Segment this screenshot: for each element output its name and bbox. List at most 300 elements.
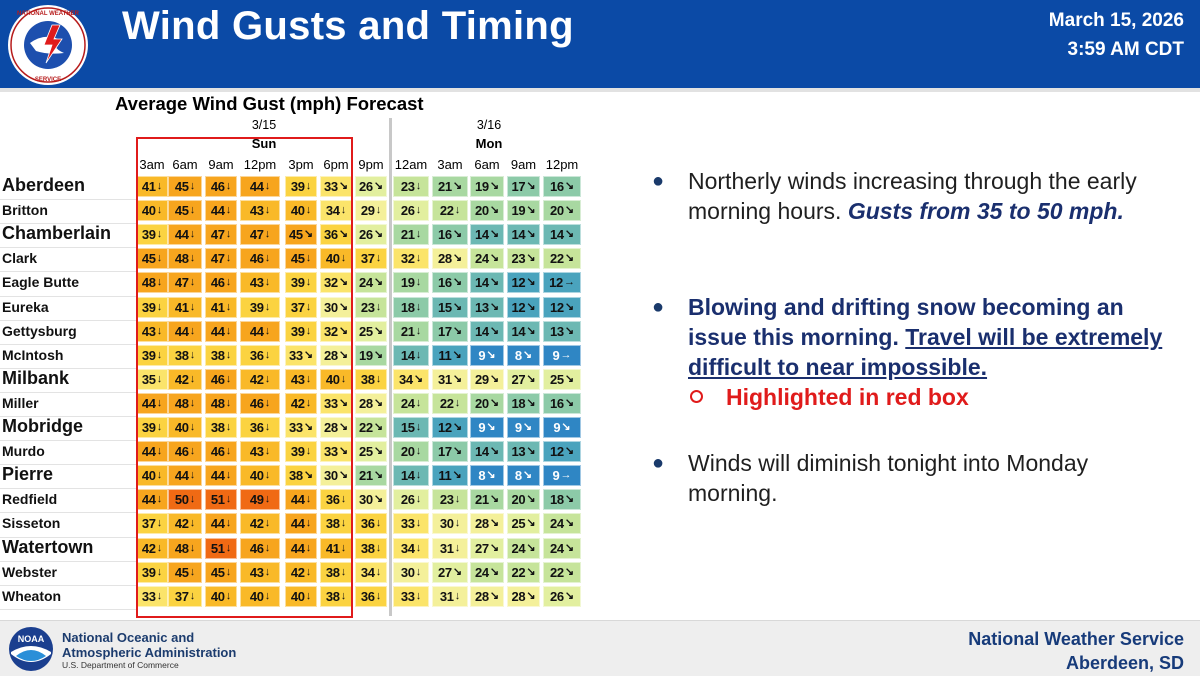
bullet-2-bold: Blowing and drifting snow becoming an issue this morning. <box>688 294 1124 350</box>
wind-direction-se-arrow-icon: ↘ <box>338 421 349 433</box>
wind-direction-s-arrow-icon: ↓ <box>264 276 271 289</box>
gust-cell <box>507 562 540 583</box>
gust-cell <box>507 538 540 559</box>
wind-direction-s-arrow-icon: ↓ <box>375 565 382 578</box>
wind-direction-se-arrow-icon: ↘ <box>526 276 536 289</box>
gust-value: 13 <box>549 323 564 339</box>
wind-direction-s-arrow-icon: ↓ <box>305 180 312 192</box>
wind-direction-s-arrow-icon: ↓ <box>225 469 232 482</box>
svg-text:SERVICE: SERVICE <box>34 77 62 83</box>
city-label-milbank: Milbank <box>2 367 70 388</box>
gust-value: 34 <box>360 564 375 580</box>
gust-cell <box>432 369 468 390</box>
gust-cell <box>507 224 540 245</box>
wind-direction-se-arrow-icon: ↘ <box>522 469 533 482</box>
gust-value: 27 <box>474 540 489 556</box>
wind-direction-se-arrow-icon: ↘ <box>489 300 500 313</box>
gust-cell <box>168 489 202 510</box>
gust-cell <box>393 513 429 534</box>
wind-direction-s-arrow-icon: ↓ <box>225 396 232 409</box>
wind-direction-s-arrow-icon: ↓ <box>454 204 461 217</box>
gust-cell <box>470 393 504 414</box>
gust-value: 12 <box>549 299 564 315</box>
wind-direction-s-arrow-icon: ↓ <box>225 565 232 578</box>
gust-cell <box>205 562 237 583</box>
gust-cell <box>507 513 540 534</box>
wind-direction-s-arrow-icon: ↓ <box>305 324 312 337</box>
gust-value: 8 <box>478 468 486 484</box>
gust-value: 44 <box>249 179 264 194</box>
gust-cell <box>136 441 168 462</box>
gust-cell <box>240 176 280 197</box>
gust-cell <box>205 586 237 607</box>
wind-direction-se-arrow-icon: ↘ <box>526 180 536 192</box>
gust-value: 17 <box>511 179 526 194</box>
gust-cell <box>240 393 280 414</box>
wind-direction-s-arrow-icon: ↓ <box>415 541 422 554</box>
wind-direction-se-arrow-icon: ↘ <box>489 517 500 530</box>
wind-direction-se-arrow-icon: ↘ <box>338 228 349 241</box>
gust-cell <box>136 393 168 414</box>
day1-name: Sun <box>251 136 277 151</box>
gust-value: 33 <box>141 588 156 604</box>
gust-cell <box>393 248 429 269</box>
gust-value: 19 <box>511 203 526 219</box>
gust-cell <box>470 562 504 583</box>
gust-cell <box>136 538 168 559</box>
wind-direction-s-arrow-icon: ↓ <box>264 565 271 578</box>
gust-cell <box>168 465 202 486</box>
wind-direction-se-arrow-icon: ↘ <box>373 180 384 192</box>
wind-direction-s-arrow-icon: ↓ <box>340 541 347 554</box>
gust-cell <box>320 176 352 197</box>
gust-value: 30 <box>323 468 338 484</box>
wind-direction-se-arrow-icon: ↘ <box>452 276 463 289</box>
gust-value: 8 <box>514 347 522 363</box>
wind-direction-s-arrow-icon: ↓ <box>305 276 312 289</box>
wind-direction-s-arrow-icon: ↓ <box>156 445 163 458</box>
day2-name: Mon <box>475 136 503 151</box>
wind-direction-s-arrow-icon: ↓ <box>189 396 196 409</box>
gust-value: 11 <box>438 347 452 363</box>
gust-value: 14 <box>400 468 415 484</box>
gust-cell <box>136 176 168 197</box>
wind-direction-se-arrow-icon: ↘ <box>373 396 384 409</box>
gust-cell <box>320 297 352 318</box>
gust-value: 28 <box>474 588 489 604</box>
gust-cell <box>393 369 429 390</box>
wind-direction-se-arrow-icon: ↘ <box>564 300 575 313</box>
gust-value: 30 <box>323 299 338 315</box>
gust-value: 28 <box>323 347 338 363</box>
gust-value: 45 <box>210 564 225 580</box>
wind-direction-s-arrow-icon: ↓ <box>454 541 461 554</box>
wind-direction-se-arrow-icon: ↘ <box>526 204 536 217</box>
gust-cell <box>285 393 317 414</box>
gust-cell <box>432 562 468 583</box>
wind-direction-se-arrow-icon: ↘ <box>561 421 571 433</box>
gust-value: 20 <box>474 395 489 411</box>
gust-value: 14 <box>549 227 564 243</box>
gust-cell <box>432 345 468 366</box>
gust-value: 14 <box>400 347 415 363</box>
gust-cell <box>205 200 237 221</box>
time-label-0: 3am <box>139 157 165 172</box>
gust-value: 9 <box>552 468 560 484</box>
wind-direction-s-arrow-icon: ↓ <box>156 300 163 313</box>
gust-cell <box>543 200 581 221</box>
gust-value: 28 <box>323 420 338 435</box>
wind-direction-s-arrow-icon: ↓ <box>189 348 196 361</box>
gust-cell <box>168 538 202 559</box>
gust-cell <box>355 200 387 221</box>
sub-bullet-circle <box>690 390 703 403</box>
gust-cell <box>355 369 387 390</box>
wind-direction-se-arrow-icon: ↘ <box>564 396 575 409</box>
time-label-4: 3pm <box>288 157 314 172</box>
wind-direction-se-arrow-icon: ↘ <box>452 324 463 337</box>
noaa-logo-icon <box>8 626 54 672</box>
gust-cell <box>393 538 429 559</box>
bullet-1-text: Northerly winds increasing through the early morning hours. <box>688 168 1137 224</box>
gust-value: 46 <box>210 444 225 460</box>
gust-cell <box>136 369 168 390</box>
wind-direction-s-arrow-icon: ↓ <box>415 469 422 482</box>
gust-cell <box>136 224 168 245</box>
gust-cell <box>320 369 352 390</box>
wind-direction-s-arrow-icon: ↓ <box>156 517 163 530</box>
wind-direction-s-arrow-icon: ↓ <box>375 589 382 602</box>
gust-cell <box>320 513 352 534</box>
gust-value: 45 <box>174 203 189 219</box>
gust-value: 36 <box>249 347 264 363</box>
wind-direction-s-arrow-icon: ↓ <box>156 276 163 289</box>
wind-direction-s-arrow-icon: ↓ <box>225 276 232 289</box>
noaa-department: U.S. Department of Commerce <box>62 660 179 670</box>
wind-direction-s-arrow-icon: ↓ <box>189 180 196 192</box>
gust-cell <box>393 200 429 221</box>
wind-direction-se-arrow-icon: ↘ <box>373 445 384 458</box>
wind-direction-s-arrow-icon: ↓ <box>264 348 271 361</box>
gust-cell <box>507 176 540 197</box>
wind-direction-s-arrow-icon: ↓ <box>225 252 232 265</box>
wind-direction-se-arrow-icon: ↘ <box>522 348 533 361</box>
gust-cell <box>240 513 280 534</box>
gust-cell <box>205 176 237 197</box>
wind-direction-se-arrow-icon: ↘ <box>526 228 536 241</box>
gust-value: 16 <box>549 179 564 194</box>
gust-cell <box>543 586 581 607</box>
gust-cell <box>168 441 202 462</box>
gust-cell <box>507 586 540 607</box>
gust-value: 14 <box>474 227 489 243</box>
gust-cell <box>507 465 540 486</box>
gust-value: 16 <box>437 275 452 291</box>
wind-direction-s-arrow-icon: ↓ <box>340 517 347 530</box>
gust-value: 38 <box>174 347 189 363</box>
gust-value: 13 <box>474 299 489 315</box>
wind-direction-s-arrow-icon: ↓ <box>189 541 196 554</box>
gust-value: 38 <box>360 540 375 556</box>
gust-value: 48 <box>210 395 225 411</box>
wind-direction-s-arrow-icon: ↓ <box>264 445 271 458</box>
wind-direction-se-arrow-icon: ↘ <box>452 372 463 385</box>
issue-datetime <box>1049 6 1184 64</box>
gust-value: 21 <box>437 179 452 194</box>
gust-value: 12 <box>511 299 526 315</box>
wind-direction-se-arrow-icon: ↘ <box>452 180 463 192</box>
time-label-9: 6am <box>474 157 500 172</box>
wind-direction-s-arrow-icon: ↓ <box>264 324 271 337</box>
gust-value: 12 <box>549 444 564 460</box>
gust-cell <box>432 393 468 414</box>
gust-value: 48 <box>141 275 156 291</box>
wind-direction-se-arrow-icon: ↘ <box>489 180 500 192</box>
wind-direction-s-arrow-icon: ↓ <box>225 324 232 337</box>
wind-direction-se-arrow-icon: ↘ <box>486 348 496 361</box>
gust-cell <box>320 417 352 438</box>
day1-date: 3/15 <box>251 118 277 132</box>
city-label-eagle-butte: Eagle Butte <box>2 274 80 291</box>
gust-value: 13 <box>511 444 526 460</box>
gust-cell <box>320 465 352 486</box>
wind-direction-s-arrow-icon: ↓ <box>305 372 312 385</box>
wind-direction-s-arrow-icon: ↓ <box>305 565 312 578</box>
gust-value: 25 <box>511 516 526 532</box>
wind-direction-se-arrow-icon: ↘ <box>489 445 500 458</box>
wind-direction-se-arrow-icon: ↘ <box>489 252 500 265</box>
time-label-7: 12am <box>394 157 428 172</box>
wind-direction-s-arrow-icon: ↓ <box>305 589 312 602</box>
gust-value: 20 <box>400 444 415 460</box>
gust-value: 30 <box>358 492 373 508</box>
gust-value: 36 <box>360 588 375 604</box>
gust-value: 39 <box>141 299 156 315</box>
gust-cell <box>240 489 280 510</box>
wind-direction-se-arrow-icon: ↘ <box>489 589 500 602</box>
gust-cell <box>507 200 540 221</box>
wind-direction-se-arrow-icon: ↘ <box>526 324 536 337</box>
gust-cell <box>285 538 317 559</box>
wind-direction-s-arrow-icon: ↓ <box>156 565 163 578</box>
wind-direction-s-arrow-icon: ↓ <box>156 228 163 241</box>
gust-value: 43 <box>141 323 156 339</box>
city-label-chamberlain: Chamberlain <box>2 223 112 244</box>
wind-direction-s-arrow-icon: ↓ <box>375 252 382 265</box>
gust-cell <box>543 538 581 559</box>
gust-value: 41 <box>325 540 340 556</box>
gust-value: 14 <box>474 323 489 339</box>
gust-cell <box>168 248 202 269</box>
gust-cell <box>136 586 168 607</box>
gust-cell <box>470 369 504 390</box>
time-label-3: 12pm <box>243 157 277 172</box>
gust-value: 43 <box>249 564 264 580</box>
wind-direction-se-arrow-icon: ↘ <box>489 276 500 289</box>
gust-cell <box>285 321 317 342</box>
gust-cell <box>205 441 237 462</box>
gust-cell <box>543 417 581 438</box>
wind-direction-s-arrow-icon: ↓ <box>156 348 163 361</box>
wind-direction-s-arrow-icon: ↓ <box>415 276 422 289</box>
gust-value: 46 <box>174 444 189 460</box>
gust-value: 41 <box>174 299 189 315</box>
wind-direction-se-arrow-icon: ↘ <box>338 348 349 361</box>
gust-cell <box>240 248 280 269</box>
time-label-8: 3am <box>437 157 463 172</box>
gust-cell <box>240 224 280 245</box>
wind-direction-se-arrow-icon: ↘ <box>489 493 500 506</box>
gust-value: 47 <box>210 227 225 243</box>
gust-cell <box>168 224 202 245</box>
wind-direction-se-arrow-icon: ↘ <box>564 204 575 217</box>
wind-direction-s-arrow-icon: ↓ <box>156 252 163 265</box>
wind-direction-s-arrow-icon: ↓ <box>375 541 382 554</box>
wind-direction-s-arrow-icon: ↓ <box>415 493 422 506</box>
wind-direction-se-arrow-icon: ↘ <box>338 469 349 482</box>
wind-direction-s-arrow-icon: ↓ <box>264 421 271 433</box>
gust-value: 38 <box>325 564 340 580</box>
gust-cell <box>507 393 540 414</box>
gust-cell <box>355 586 387 607</box>
bullet-2-underline: Travel will be extremely difficult to near impossible. <box>688 324 1163 380</box>
row-divider <box>0 488 136 489</box>
gust-cell <box>470 297 504 318</box>
wind-direction-s-arrow-icon: ↓ <box>225 493 232 506</box>
wind-direction-s-arrow-icon: ↓ <box>305 252 312 265</box>
wind-direction-s-arrow-icon: ↓ <box>189 445 196 458</box>
gust-value: 46 <box>210 371 225 387</box>
wind-direction-se-arrow-icon: ↘ <box>373 348 384 361</box>
gust-value: 40 <box>141 203 156 219</box>
gust-value: 27 <box>511 371 526 387</box>
gust-cell <box>393 562 429 583</box>
gust-value: 50 <box>174 492 189 508</box>
wind-direction-s-arrow-icon: ↓ <box>375 300 382 313</box>
gust-value: 46 <box>210 179 225 194</box>
gust-value: 49 <box>249 492 264 508</box>
gust-value: 47 <box>249 227 264 243</box>
gust-value: 19 <box>474 179 489 194</box>
gust-value: 43 <box>290 371 305 387</box>
gust-cell <box>168 393 202 414</box>
wind-direction-s-arrow-icon: ↓ <box>415 589 422 602</box>
gust-value: 45 <box>288 227 303 243</box>
gust-value: 38 <box>325 516 340 532</box>
gust-cell <box>285 586 317 607</box>
gust-cell <box>355 248 387 269</box>
wind-direction-se-arrow-icon: ↘ <box>338 324 349 337</box>
gust-cell <box>168 513 202 534</box>
wind-direction-se-arrow-icon: ↘ <box>486 469 496 482</box>
gust-value: 46 <box>210 275 225 291</box>
gust-value: 44 <box>141 444 156 460</box>
gust-cell <box>205 272 237 293</box>
gust-value: 44 <box>290 492 305 508</box>
gust-value: 32 <box>323 275 338 291</box>
gust-value: 26 <box>358 179 373 194</box>
gust-cell <box>355 176 387 197</box>
gust-cell <box>320 200 352 221</box>
wind-direction-se-arrow-icon: ↘ <box>452 300 463 313</box>
wind-direction-s-arrow-icon: ↓ <box>415 396 422 409</box>
wind-direction-se-arrow-icon: ↘ <box>452 421 463 433</box>
gust-value: 37 <box>290 299 305 315</box>
gust-cell <box>393 176 429 197</box>
wind-direction-se-arrow-icon: ↘ <box>489 541 500 554</box>
gust-value: 26 <box>549 588 564 604</box>
gust-cell <box>320 586 352 607</box>
gust-value: 24 <box>358 275 373 291</box>
wind-direction-s-arrow-icon: ↓ <box>225 204 232 217</box>
gust-value: 43 <box>249 444 264 460</box>
row-divider <box>0 440 136 441</box>
wind-direction-se-arrow-icon: ↘ <box>564 565 575 578</box>
wind-direction-se-arrow-icon: ↘ <box>526 300 536 313</box>
gust-cell <box>168 176 202 197</box>
wind-direction-s-arrow-icon: ↓ <box>264 396 271 409</box>
header-divider <box>0 88 1200 92</box>
gust-value: 44 <box>290 516 305 532</box>
gust-value: 51 <box>210 540 225 556</box>
gust-cell <box>470 586 504 607</box>
bullet-1 <box>688 166 1168 226</box>
issue-date: March 15, 2026 <box>1048 10 1184 31</box>
row-divider <box>0 512 136 513</box>
gust-value: 29 <box>474 371 489 387</box>
gust-value: 47 <box>210 251 225 267</box>
city-label-miller: Miller <box>2 394 39 411</box>
wind-direction-s-arrow-icon: ↓ <box>264 541 271 554</box>
wind-direction-se-arrow-icon: ↘ <box>452 469 462 482</box>
gust-cell <box>355 441 387 462</box>
row-divider <box>0 271 136 272</box>
wind-direction-s-arrow-icon: ↓ <box>415 180 422 192</box>
gust-value: 17 <box>437 444 452 460</box>
gust-cell <box>470 513 504 534</box>
gust-value: 30 <box>400 564 415 580</box>
gust-cell <box>285 513 317 534</box>
wind-direction-se-arrow-icon: ↘ <box>373 324 384 337</box>
gust-cell <box>432 297 468 318</box>
gust-cell <box>285 297 317 318</box>
bullet-3: Winds will diminish tonight into Monday morning. <box>688 450 1089 506</box>
city-label-britton: Britton <box>2 202 48 219</box>
office-name <box>968 627 1184 675</box>
gust-cell <box>205 417 237 438</box>
gust-value: 21 <box>358 468 373 484</box>
gust-cell <box>432 224 468 245</box>
gust-cell <box>285 248 317 269</box>
gust-value: 22 <box>549 564 564 580</box>
gust-value: 19 <box>358 347 373 363</box>
noaa-logo-text: NOAA <box>17 634 45 644</box>
wind-direction-s-arrow-icon: ↓ <box>415 445 422 458</box>
gust-value: 44 <box>174 468 189 484</box>
gust-cell <box>470 272 504 293</box>
wind-direction-s-arrow-icon: ↓ <box>264 180 271 192</box>
gust-cell <box>393 224 429 245</box>
gust-value: 24 <box>511 540 526 556</box>
row-divider <box>0 320 136 321</box>
gust-value: 39 <box>141 564 156 580</box>
gust-cell <box>320 393 352 414</box>
gust-cell <box>432 272 468 293</box>
gust-cell <box>355 224 387 245</box>
gust-value: 31 <box>439 540 454 556</box>
wind-direction-se-arrow-icon: ↘ <box>338 300 349 313</box>
svg-text:NATIONAL WEATHER: NATIONAL WEATHER <box>17 11 79 17</box>
